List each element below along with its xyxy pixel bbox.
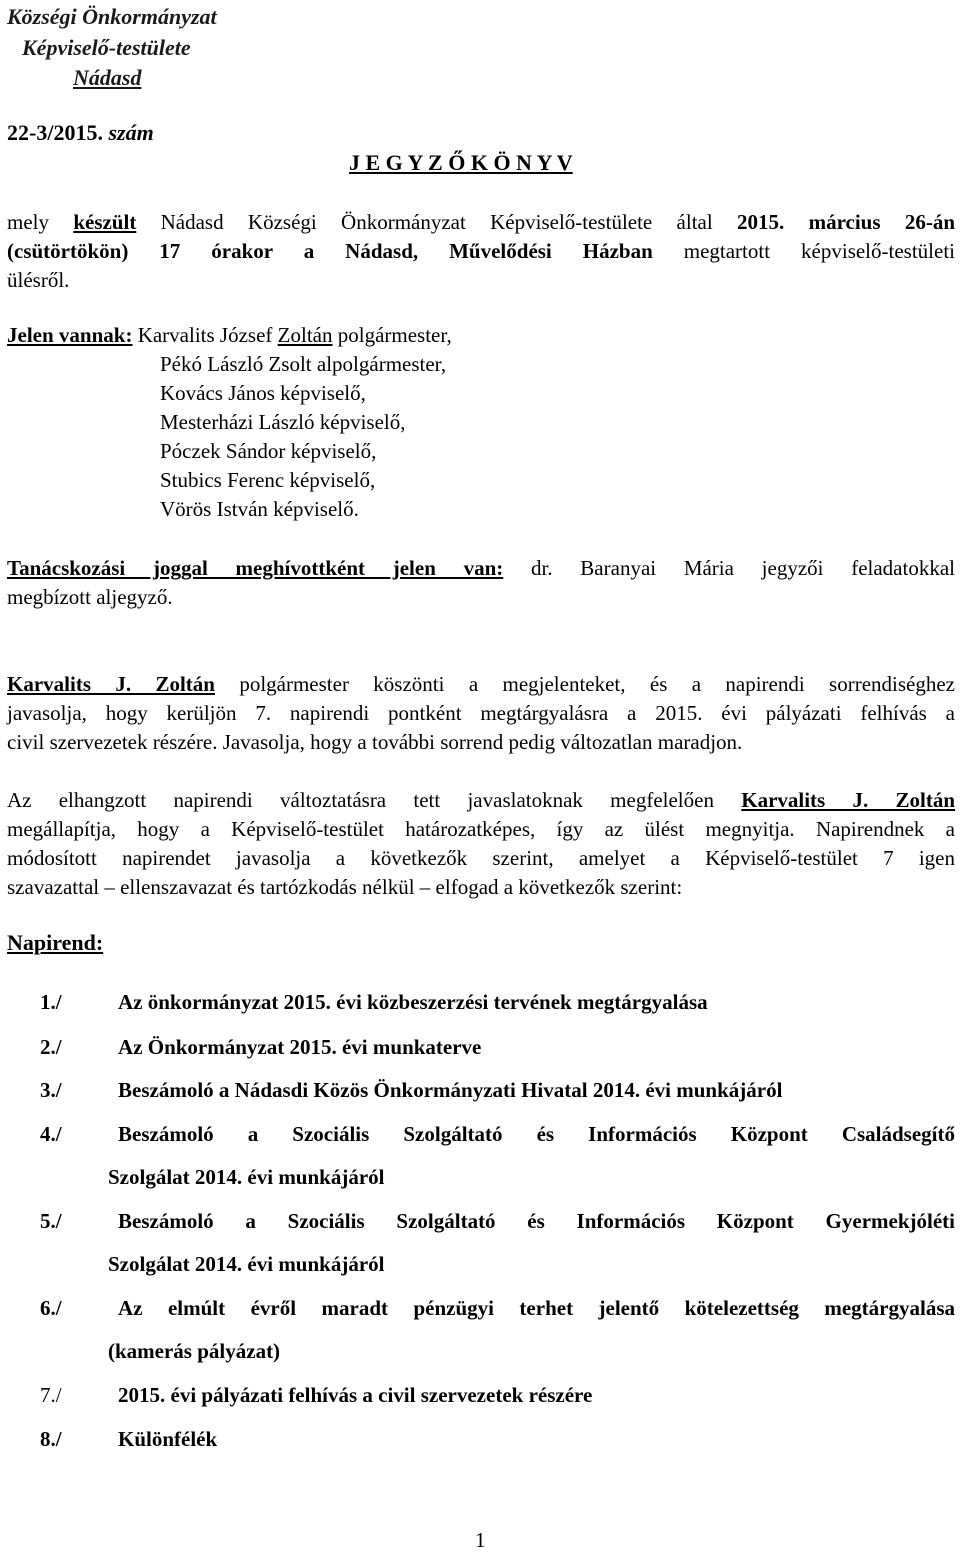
agenda-item-number: 8./ xyxy=(40,1427,62,1451)
agenda-heading: Napirend: xyxy=(7,930,104,955)
attendee-item: Póczek Sándor képviselő, xyxy=(160,439,377,463)
intro-line-2: (csütörtökön) 17 órakor a Nádasd, Művelődési Házban megtartott képviselő-testületi xyxy=(7,239,955,263)
agenda-item-text: Az önkormányzat 2015. évi közbeszerzési tervének megtárgyalása xyxy=(118,990,708,1014)
agenda-item-number: 3./ xyxy=(40,1078,62,1102)
para2-line-2: megállapítja, hogy a Képviselő-testület határozatképes, így az ülést megnyitja. Napirendnek a xyxy=(7,817,955,841)
attendees-label: Jelen vannak: xyxy=(7,323,133,347)
advisory-line-2: megbízott aljegyző. xyxy=(7,585,173,609)
agenda-item-number: 4./ xyxy=(40,1122,62,1146)
document-number xyxy=(7,120,154,146)
agenda-item-text-continued: Szolgálat 2014. évi munkájáról xyxy=(108,1252,385,1276)
advisory-paragraph xyxy=(7,554,955,612)
agenda-item-text: Különfélék xyxy=(118,1427,218,1451)
para2-line-1: Az elhangzott napirendi változtatásra tett javaslatoknak megfelelően Karvalits J. Zoltán xyxy=(7,788,955,812)
agenda-item-text-continued: (kamerás pályázat) xyxy=(108,1339,281,1363)
agenda-item-text: Az elmúlt évről maradt pénzügyi terhet jelentő kötelezettség megtárgyalása xyxy=(118,1296,955,1320)
attendee-item: Vörös István képviselő. xyxy=(160,497,359,521)
agenda-approval-paragraph xyxy=(7,786,955,902)
attendee-item: Mesterházi László képviselő, xyxy=(160,410,406,434)
agenda-item-text: Beszámoló a Nádasdi Közös Önkormányzati Hivatal 2014. évi munkájáról xyxy=(118,1078,783,1102)
agenda-item-text-continued: Szolgálat 2014. évi munkájáról xyxy=(108,1165,385,1189)
para1-line-3: civil szervezetek részére. Javasolja, hogy a további sorrend pedig változatlan maradjon. xyxy=(7,730,743,754)
para1-line-2: javasolja, hogy kerüljön 7. napirendi pontként megtárgyalásra a 2015. évi pályázati felhívás a xyxy=(7,701,955,725)
para2-line-4: szavazattal – ellenszavazat és tartózkodás nélkül – elfogad a következők szerint: xyxy=(7,875,683,899)
document-number-suffix: szám xyxy=(108,120,154,145)
org-name-line3: Nádasd xyxy=(73,65,142,90)
attendee-item: Kovács János képviselő, xyxy=(160,381,366,405)
document-title: J E G Y Z Ő K Ö N Y V xyxy=(349,150,573,175)
intro-line-1: mely készült Nádasd Községi Önkormányzat Képviselő-testülete által 2015. március 26-án xyxy=(7,210,956,234)
agenda-item-number: 2./ xyxy=(40,1035,62,1059)
chair-opening-paragraph xyxy=(7,670,955,757)
agenda-item-text: Beszámoló a Szociális Szolgáltató és Információs Központ Gyermekjóléti xyxy=(118,1209,955,1233)
para2-line-3: módosított napirendet javasolja a következők szerint, amelyet a Képviselő-testület 7 igen xyxy=(7,846,955,870)
attendee-item: Stubics Ferenc képviselő, xyxy=(160,468,376,492)
org-name-line2: Képviselő-testülete xyxy=(22,35,191,60)
document-number-value: 22-3/2015. xyxy=(7,120,103,145)
advisory-line-1: Tanácskozási joggal meghívottként jelen van: dr. Baranyai Mária jegyzői feladatokkal xyxy=(7,556,955,580)
attendees-first-line: Jelen vannak: Karvalits József Zoltán polgármester, xyxy=(7,323,452,347)
para1-line-1: Karvalits J. Zoltán polgármester köszönti a megjelenteket, és a napirendi sorrendiséghez xyxy=(7,672,956,696)
agenda-item-number: 5./ xyxy=(40,1209,62,1233)
agenda-item-number: 6./ xyxy=(40,1296,62,1320)
agenda-item-number: 1./ xyxy=(40,990,62,1014)
page-number: 1 xyxy=(475,1528,486,1552)
agenda-item-text: Az Önkormányzat 2015. évi munkaterve xyxy=(118,1035,482,1059)
agenda-item-text: Beszámoló a Szociális Szolgáltató és Információs Központ Családsegítő xyxy=(118,1122,955,1146)
org-name-line1: Községi Önkormányzat xyxy=(7,4,217,29)
agenda-item-number: 7./ xyxy=(40,1383,62,1407)
intro-line-3: ülésről. xyxy=(7,268,70,292)
agenda-item-text: 2015. évi pályázati felhívás a civil szervezetek részére xyxy=(118,1383,593,1407)
chair-name: Karvalits J. Zoltán xyxy=(741,788,955,812)
attendee-item: Pékó László Zsolt alpolgármester, xyxy=(160,352,447,376)
advisory-label: Tanácskozási joggal meghívottként jelen van: xyxy=(7,556,504,580)
chair-name: Karvalits J. Zoltán xyxy=(7,672,215,696)
intro-paragraph xyxy=(7,208,955,295)
